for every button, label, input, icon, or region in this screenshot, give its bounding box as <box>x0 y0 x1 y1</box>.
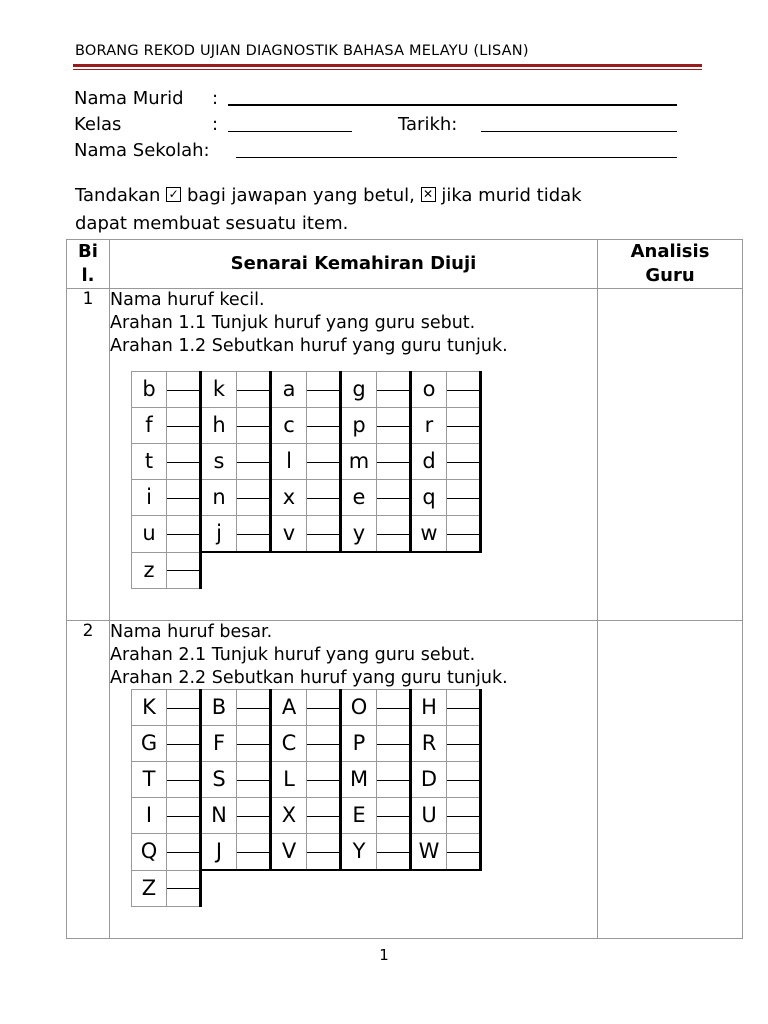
mark-cell[interactable] <box>167 834 201 871</box>
mark-cell[interactable] <box>167 516 201 553</box>
instruction-line-1 <box>75 185 582 207</box>
letter-cell: J <box>201 834 237 871</box>
letter-cell: I <box>132 798 167 834</box>
letter-cell: B <box>201 690 237 726</box>
letter-cell: D <box>411 762 447 798</box>
letter-grid-row <box>132 762 481 798</box>
letter-cell: f <box>132 408 167 444</box>
row-number: 2 <box>67 621 110 939</box>
mark-cell[interactable] <box>307 408 341 444</box>
mark-cell[interactable] <box>307 726 341 762</box>
letter-cell: q <box>411 480 447 516</box>
letter-grid <box>131 371 482 589</box>
mark-cell[interactable] <box>237 798 271 834</box>
mark-cell[interactable] <box>237 762 271 798</box>
mark-cell[interactable] <box>167 552 201 588</box>
letter-cell: F <box>201 726 237 762</box>
letter-cell: c <box>271 408 307 444</box>
mark-cell[interactable] <box>307 762 341 798</box>
letter-cell: j <box>201 516 237 553</box>
tick-box-icon: ✓ <box>166 187 181 202</box>
mark-cell[interactable] <box>377 690 411 726</box>
school-label: Nama Sekolah: <box>74 140 210 161</box>
mark-cell[interactable] <box>237 444 271 480</box>
mark-cell[interactable] <box>377 798 411 834</box>
letter-cell: U <box>411 798 447 834</box>
mark-cell[interactable] <box>377 834 411 871</box>
letter-cell: P <box>341 726 377 762</box>
mark-cell[interactable] <box>447 408 481 444</box>
letter-cell: M <box>341 762 377 798</box>
mark-cell[interactable] <box>237 372 271 408</box>
letter-cell: N <box>201 798 237 834</box>
letter-grid <box>131 689 482 907</box>
mark-cell[interactable] <box>447 480 481 516</box>
letter-cell: A <box>271 690 307 726</box>
class-colon: : <box>212 114 219 135</box>
letter-cell: m <box>341 444 377 480</box>
letter-cell: Y <box>341 834 377 871</box>
mark-cell[interactable] <box>447 834 481 871</box>
cross-box-icon: ✕ <box>421 187 436 202</box>
mark-cell[interactable] <box>377 444 411 480</box>
mark-cell[interactable] <box>447 762 481 798</box>
letter-cell: e <box>341 480 377 516</box>
skill-title: Nama huruf kecil. <box>110 290 265 310</box>
mark-cell[interactable] <box>377 408 411 444</box>
letter-cell: u <box>132 516 167 553</box>
skill-title: Nama huruf besar. <box>110 622 273 642</box>
name-colon: : <box>212 88 219 109</box>
letter-cell: R <box>411 726 447 762</box>
mark-cell[interactable] <box>307 480 341 516</box>
letter-cell: a <box>271 372 307 408</box>
mark-cell[interactable] <box>307 372 341 408</box>
letter-cell: C <box>271 726 307 762</box>
letter-cell: k <box>201 372 237 408</box>
letter-cell: T <box>132 762 167 798</box>
name-label: Nama Murid <box>74 88 184 109</box>
letter-cell: E <box>341 798 377 834</box>
instruction-text: jika murid tidak <box>441 185 582 206</box>
col-analysis-header: Analisis Guru <box>598 240 743 289</box>
letter-grid-row <box>132 516 481 553</box>
letter-cell: w <box>411 516 447 553</box>
skill-instruction: Arahan 1.2 Sebutkan huruf yang guru tunjuk. <box>110 336 508 356</box>
mark-cell[interactable] <box>167 762 201 798</box>
letter-cell: y <box>341 516 377 553</box>
mark-cell[interactable] <box>307 516 341 553</box>
letter-cell: L <box>271 762 307 798</box>
mark-cell[interactable] <box>307 444 341 480</box>
mark-cell[interactable] <box>377 480 411 516</box>
skill-cell <box>110 621 598 939</box>
letter-cell: x <box>271 480 307 516</box>
letter-grid-row <box>132 372 481 408</box>
mark-cell[interactable] <box>447 516 481 553</box>
analysis-cell[interactable] <box>598 621 743 939</box>
school-field[interactable] <box>236 157 677 158</box>
mark-cell[interactable] <box>377 372 411 408</box>
mark-cell[interactable] <box>167 798 201 834</box>
col-bil-header: Bi l. <box>67 240 110 289</box>
letter-cell: d <box>411 444 447 480</box>
skill-cell <box>110 289 598 621</box>
mark-cell[interactable] <box>237 834 271 871</box>
letter-cell: V <box>271 834 307 871</box>
form-title: BORANG REKOD UJIAN DIAGNOSTIK BAHASA MELAYU (LISAN) <box>75 43 529 59</box>
letter-grid-row <box>132 444 481 480</box>
letter-cell: W <box>411 834 447 871</box>
letter-cell: b <box>132 372 167 408</box>
letter-cell: p <box>341 408 377 444</box>
letter-cell: l <box>271 444 307 480</box>
mark-cell[interactable] <box>447 690 481 726</box>
letter-cell: z <box>132 552 167 588</box>
mark-cell[interactable] <box>167 870 201 906</box>
letter-cell: X <box>271 798 307 834</box>
letter-grid-row <box>132 870 481 906</box>
mark-cell[interactable] <box>237 480 271 516</box>
skill-instruction: Arahan 1.1 Tunjuk huruf yang guru sebut. <box>110 313 476 333</box>
mark-cell[interactable] <box>167 690 201 726</box>
grid-blank <box>201 870 481 906</box>
mark-cell[interactable] <box>237 726 271 762</box>
letter-grid-row <box>132 726 481 762</box>
letter-grid-row <box>132 480 481 516</box>
analysis-cell[interactable] <box>598 289 743 621</box>
mark-cell[interactable] <box>377 726 411 762</box>
letter-cell: H <box>411 690 447 726</box>
header-rule-thin <box>73 69 702 70</box>
skills-table <box>66 239 743 939</box>
table-row <box>67 289 743 621</box>
header-rule <box>73 64 702 67</box>
mark-cell[interactable] <box>167 372 201 408</box>
mark-cell[interactable] <box>167 444 201 480</box>
letter-cell: t <box>132 444 167 480</box>
mark-cell[interactable] <box>237 408 271 444</box>
mark-cell[interactable] <box>167 726 201 762</box>
letter-cell: O <box>341 690 377 726</box>
mark-cell[interactable] <box>237 516 271 553</box>
letter-cell: h <box>201 408 237 444</box>
mark-cell[interactable] <box>377 762 411 798</box>
letter-cell: o <box>411 372 447 408</box>
letter-grid-row <box>132 690 481 726</box>
instruction-text: bagi jawapan yang betul, <box>186 185 415 206</box>
letter-cell: G <box>132 726 167 762</box>
letter-cell: s <box>201 444 237 480</box>
grid-blank <box>201 552 481 588</box>
letter-cell: K <box>132 690 167 726</box>
letter-cell: S <box>201 762 237 798</box>
letter-cell: Z <box>132 870 167 906</box>
letter-cell: i <box>132 480 167 516</box>
mark-cell[interactable] <box>377 516 411 553</box>
table-row <box>67 621 743 939</box>
mark-cell[interactable] <box>447 444 481 480</box>
mark-cell[interactable] <box>307 690 341 726</box>
date-label: Tarikh: <box>398 114 458 135</box>
letter-cell: n <box>201 480 237 516</box>
mark-cell[interactable] <box>447 726 481 762</box>
mark-cell[interactable] <box>447 798 481 834</box>
mark-cell[interactable] <box>307 798 341 834</box>
row-number: 1 <box>67 289 110 621</box>
skill-instruction: Arahan 2.1 Tunjuk huruf yang guru sebut. <box>110 645 476 665</box>
letter-cell: v <box>271 516 307 553</box>
name-field[interactable] <box>228 104 677 106</box>
class-field[interactable] <box>228 131 352 132</box>
letter-cell: r <box>411 408 447 444</box>
letter-grid-row <box>132 798 481 834</box>
skill-instruction: Arahan 2.2 Sebutkan huruf yang guru tunjuk. <box>110 668 508 688</box>
mark-cell[interactable] <box>167 408 201 444</box>
page-number: 1 <box>379 946 389 964</box>
instruction-line-2: dapat membuat sesuatu item. <box>75 213 349 234</box>
mark-cell[interactable] <box>237 690 271 726</box>
letter-cell: g <box>341 372 377 408</box>
letter-grid-row <box>132 552 481 588</box>
instruction-text: Tandakan <box>75 185 161 206</box>
mark-cell[interactable] <box>447 372 481 408</box>
letter-cell: Q <box>132 834 167 871</box>
letter-grid-row <box>132 408 481 444</box>
letter-grid-row <box>132 834 481 871</box>
col-skill-header: Senarai Kemahiran Diuji <box>110 240 598 289</box>
class-label: Kelas <box>74 114 122 135</box>
date-field[interactable] <box>481 131 677 132</box>
mark-cell[interactable] <box>307 834 341 871</box>
mark-cell[interactable] <box>167 480 201 516</box>
